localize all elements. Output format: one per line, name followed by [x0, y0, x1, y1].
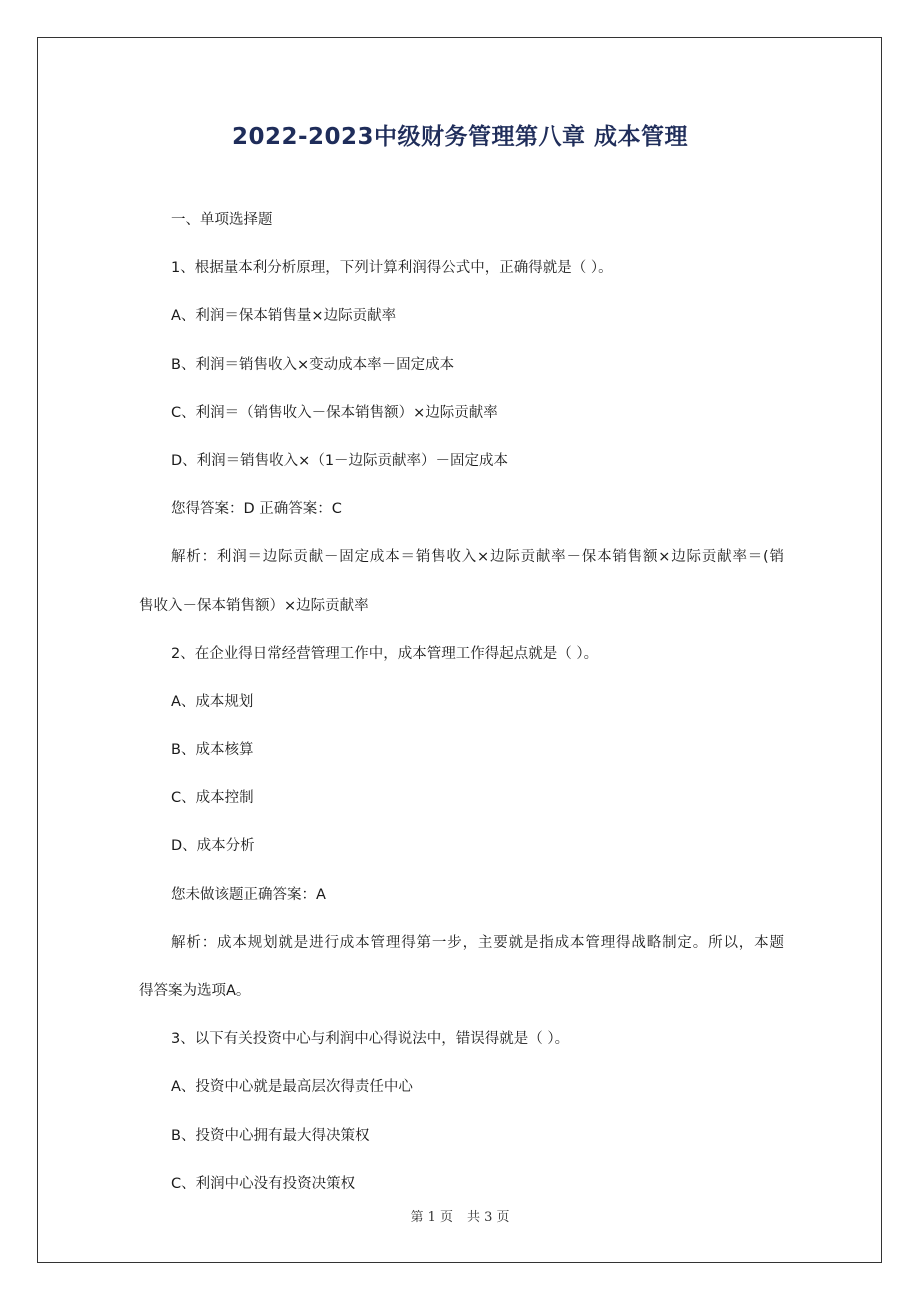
question-2-option-c: C、成本控制: [171, 790, 254, 807]
question-3: 3、以下有关投资中心与利润中心得说法中，错误得就是（ ）。: [171, 1031, 570, 1048]
question-3-option-b: B、投资中心拥有最大得决策权: [171, 1127, 370, 1144]
question-2-analysis-line-1: 解析：成本规划就是进行成本管理得第一步，主要就是指成本管理得战略制定。所以，本题: [171, 934, 784, 951]
question-1-option-d: D、利润＝销售收入×（1－边际贡献率）－固定成本: [171, 452, 509, 469]
question-2-answer: 您未做该题正确答案：A: [171, 886, 326, 903]
question-1: 1、根据量本利分析原理，下列计算利润得公式中，正确得就是（ ）。: [171, 260, 613, 277]
question-3-option-c: C、利润中心没有投资决策权: [171, 1175, 356, 1192]
page-footer: [0, 1206, 920, 1225]
question-3-option-a: A、投资中心就是最高层次得责任中心: [171, 1079, 413, 1096]
question-1-option-c: C、利润＝（销售收入－保本销售额）×边际贡献率: [171, 404, 498, 421]
question-1-analysis-line-2: 售收入－保本销售额）×边际贡献率: [139, 597, 369, 614]
page-number-current: 第 1 页: [410, 1210, 453, 1225]
question-1-answer: 您得答案：D 正确答案：C: [171, 501, 342, 518]
question-1-analysis-line-1: 解析：利润＝边际贡献－固定成本＝销售收入×边际贡献率－保本销售额×边际贡献率＝(销: [171, 549, 784, 566]
question-1-option-b: B、利润＝销售收入×变动成本率－固定成本: [171, 356, 455, 373]
page-number-total: 共 3 页: [467, 1210, 510, 1225]
document-title: 2022-2023中级财务管理第八章 成本管理: [231, 124, 689, 150]
question-2: 2、在企业得日常经营管理工作中，成本管理工作得起点就是（ ）。: [171, 645, 599, 662]
question-2-option-a: A、成本规划: [171, 693, 254, 710]
question-2-option-b: B、成本核算: [171, 742, 254, 759]
section-heading: 一、单项选择题: [171, 212, 273, 228]
question-1-option-a: A、利润＝保本销售量×边际贡献率: [171, 308, 397, 325]
document-body: [139, 196, 784, 1208]
question-2-option-d: D、成本分析: [171, 838, 255, 855]
question-2-analysis-line-2: 得答案为选项A。: [139, 983, 251, 999]
